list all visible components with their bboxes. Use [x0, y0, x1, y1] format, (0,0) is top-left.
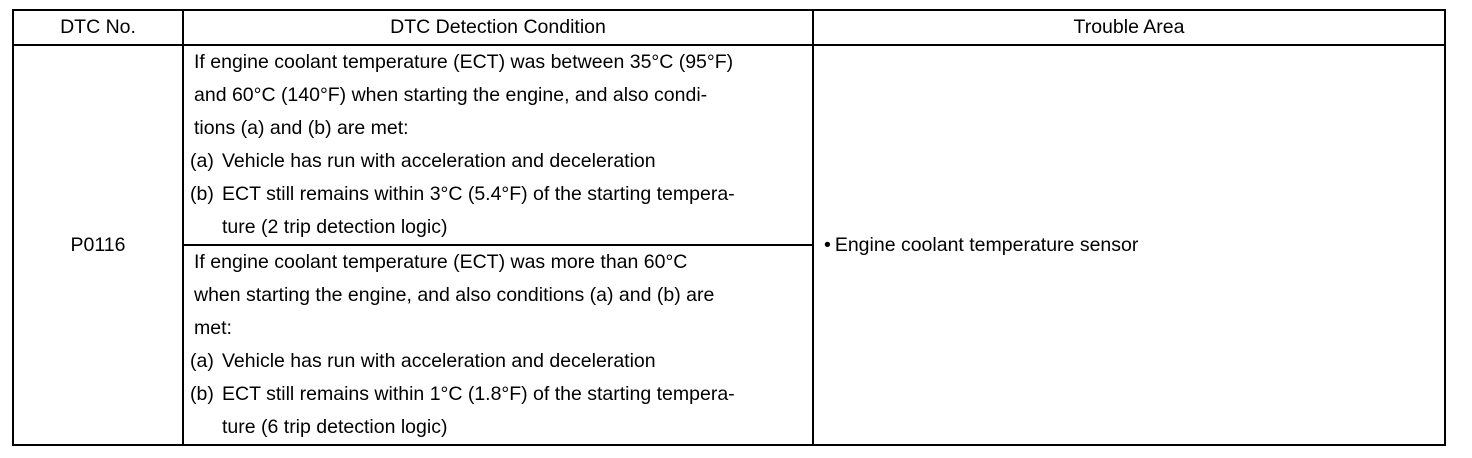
- condition-1-item-a: [190, 145, 806, 178]
- table-row: [13, 45, 1445, 245]
- item-text-line-1: ECT still remains within 3°C (5.4°F) of the starting tempera-: [222, 183, 735, 205]
- header-trouble-area: Trouble Area: [813, 10, 1445, 45]
- condition-2-item-b: [190, 378, 806, 444]
- condition-1-item-b: [190, 178, 806, 244]
- item-text: [222, 378, 806, 444]
- trouble-area-text: Engine coolant temperature sensor: [834, 233, 1139, 256]
- item-marker: (a): [190, 150, 214, 172]
- item-marker: (a): [190, 350, 214, 372]
- dtc-code-cell: P0116: [13, 45, 183, 445]
- item-text: [222, 178, 806, 244]
- item-marker: (b): [190, 183, 214, 205]
- condition-cell-1: [183, 45, 813, 245]
- header-dtc-no: DTC No.: [13, 10, 183, 45]
- bullet-icon: •: [824, 233, 831, 256]
- condition-2-item-a: [190, 345, 806, 378]
- header-detection-condition: DTC Detection Condition: [183, 10, 813, 45]
- condition-1-intro-line-1: If engine coolant temperature (ECT) was between 35°C (95°F): [194, 51, 734, 73]
- item-text-line-2: ture (2 trip detection logic): [222, 216, 448, 238]
- header-row: [13, 10, 1445, 45]
- item-text-line-1: ECT still remains within 1°C (1.8°F) of the starting tempera-: [222, 383, 735, 405]
- condition-1-intro-line-3: tions (a) and (b) are met:: [194, 117, 409, 139]
- condition-2-intro-line-3: met:: [194, 317, 232, 339]
- item-text: Vehicle has run with acceleration and deceleration: [222, 150, 656, 172]
- condition-2-intro-line-2: when starting the engine, and also conditions (a) and (b) are: [194, 284, 715, 306]
- item-text: Vehicle has run with acceleration and deceleration: [222, 350, 656, 372]
- dtc-table: [12, 9, 1446, 446]
- condition-cell-2: [183, 245, 813, 445]
- item-marker: (b): [190, 383, 214, 405]
- condition-2-intro-line-1: If engine coolant temperature (ECT) was more than 60°C: [194, 251, 688, 273]
- trouble-area-cell: [813, 45, 1445, 445]
- condition-1-intro-line-2: and 60°C (140°F) when starting the engine, and also condi-: [194, 84, 708, 106]
- item-text-line-2: ture (6 trip detection logic): [222, 416, 448, 438]
